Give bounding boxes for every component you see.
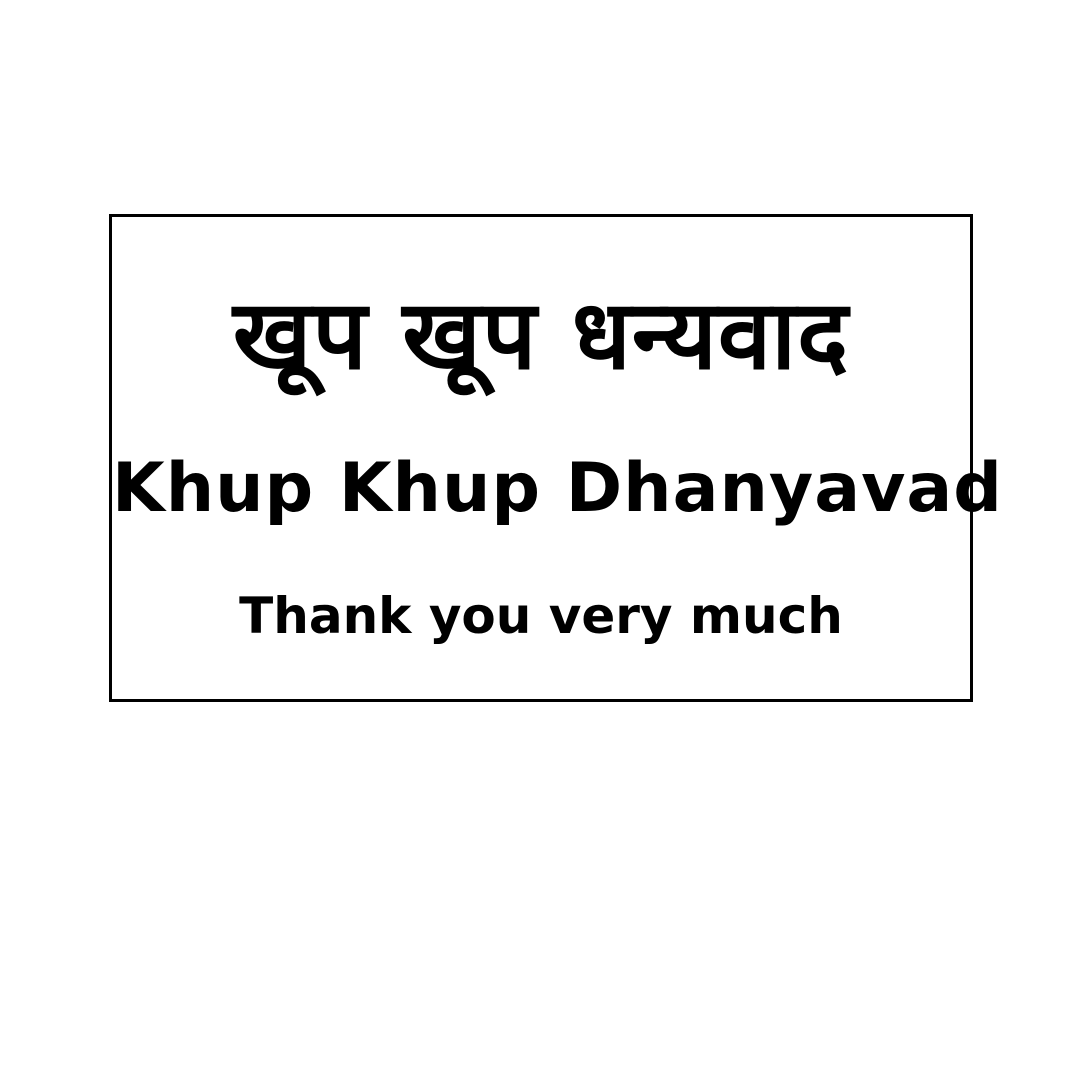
marathi-phrase: खूप खूप धन्यवाद xyxy=(232,279,850,391)
transliteration-text: Khup Khup Dhanyavad xyxy=(112,449,1003,528)
message-card xyxy=(109,214,1003,702)
english-translation: Thank you very much xyxy=(239,587,843,645)
